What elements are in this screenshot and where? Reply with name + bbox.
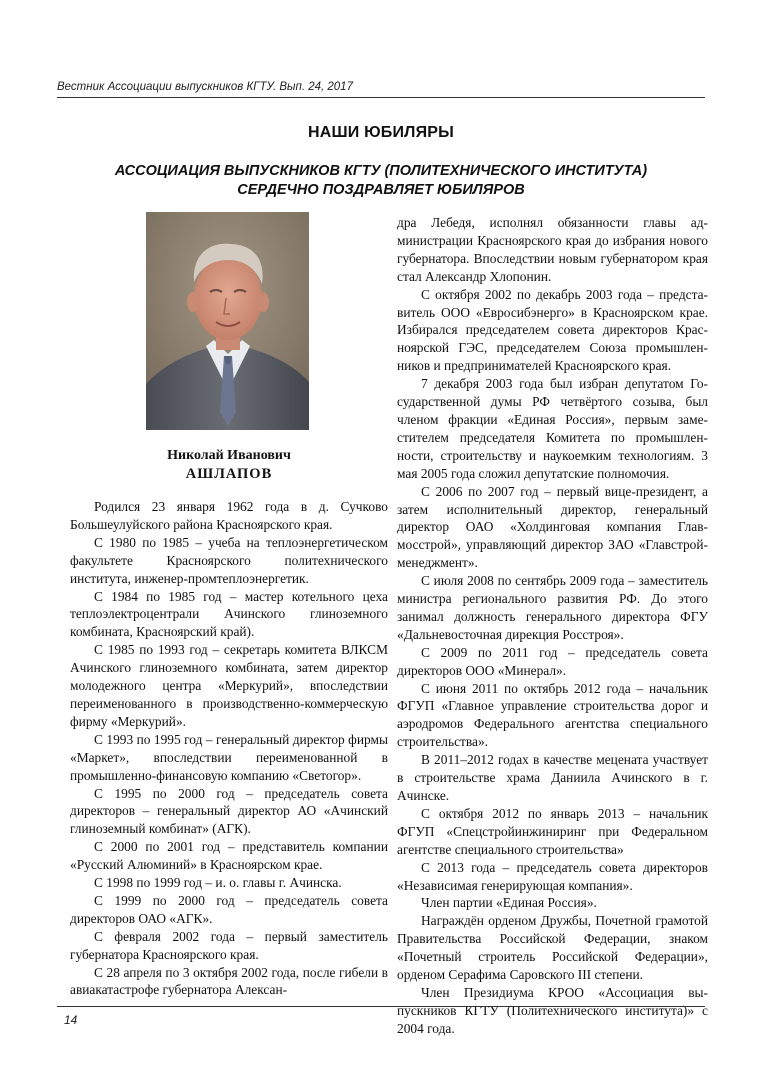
person-surname: АШЛАПОВ — [185, 466, 273, 482]
subtitle-line-1: АССОЦИАЦИЯ ВЫПУСКНИКОВ КГТУ (ПОЛИТЕХНИЧЕСКОГО ИНСТИТУТА) — [114, 163, 648, 179]
person-name: Николай Иванович — [167, 448, 291, 463]
bio-paragraph: С 28 апреля по 3 октября 2002 года, после гибели в авиакатастрофе губернатора Алексан- — [70, 964, 388, 998]
bio-paragraph: С февраля 2002 года – первый заместитель губернатора Красноярского края. — [70, 928, 388, 962]
right-column — [397, 214, 708, 1038]
bio-paragraph: Член партии «Единая Россия». — [421, 895, 597, 911]
bio-paragraph: С 1998 по 1999 год – и. о. главы г. Ачинска. — [94, 875, 342, 891]
footer-rule — [57, 1006, 705, 1007]
bio-paragraph: Награждён орденом Дружбы, Почетной грамотой Правительства Российской Федерации, знаком «Почетный строитель Российской Федерации», орденом Серафима Саровского III степени. — [397, 913, 708, 983]
bio-paragraph: С октября 2012 по январь 2013 – начальник ФГУП «Спецстройинжиниринг при Федеральном агентстве специального строительства» — [397, 805, 708, 857]
bio-paragraph-continuation: дра Лебедя, исполнял обязанности главы администрации Красноярского края до избрания нового губернатора. Впоследствии новым губернатором края стал Александр Хлопонин. — [397, 215, 708, 284]
bio-paragraph: С октября 2002 по декабрь 2003 года – представитель ООО «Евросибэнерго» в Красноярском крае. Избирался председателем совета директоров Красноярской ГЭС, председателем Союза промышленников и предпринимателей Красноярского края. — [397, 286, 708, 374]
subtitle-line-2: СЕРДЕЧНО ПОЗДРАВЛЯЕТ ЮБИЛЯРОВ — [237, 182, 525, 198]
bio-paragraph: С 2009 по 2011 год – председатель совета директоров ООО «Минерал». — [397, 644, 708, 678]
bio-paragraph: С 1985 по 1993 год – секретарь комитета ВЛКСМ Ачинского глиноземного комбината, затем директор молодежного центра «Меркурий», впоследствии переименованного в производственно-коммерческую фирму «Меркурий». — [70, 642, 388, 729]
bio-paragraph: С 2000 по 2001 год – представитель компании «Русский Алюминий» в Красноярском крае. — [70, 839, 388, 873]
bio-paragraph: С 1993 по 1995 год – генеральный директор фирмы «Маркет», впоследствии переименованной в промышленно-финансовую компанию «Светогор». — [70, 731, 388, 783]
bio-paragraph: С 1999 по 2000 год – председатель совета директоров ОАО «АГК». — [70, 892, 388, 926]
bio-paragraph: Член Президиума КРОО «Ассоциация выпускников КГТУ (Политехнического института)» с 2004 года. — [397, 984, 708, 1036]
bio-paragraph: 7 декабря 2003 года был избран депутатом Государственной думы РФ четвёртого созыва, был членом фракции «Единая Россия», первым заместителем председателя Комитета по промышленности, строительству и наукоемким технологиям. 3 мая 2005 года сложил депутатские полномочия. — [397, 376, 708, 481]
subtitle — [57, 162, 705, 200]
bio-paragraph: С 2013 года – председатель совета директоров «Независимая генерирующая компания». — [397, 859, 708, 893]
page-number: 14 — [64, 1013, 78, 1027]
bio-paragraph: С 2006 по 2007 год – первый вице-президент, а затем исполнительный директор, генеральный директор ОАО «Холдинговая компания Главмосстрой», управляющий директор ЗАО «Главстрой-менеджмент». — [397, 483, 708, 571]
bio-paragraph: В 2011–2012 годах в качестве мецената участвует в строительстве храма Даниила Ачинского в г. Ачинске. — [397, 752, 708, 803]
section-title: НАШИ ЮБИЛЯРЫ — [307, 124, 455, 141]
bio-paragraph: С 1995 по 2000 год – председатель совета директоров – генеральный директор АО «Ачинский глиноземный комбинат» (АГК). — [70, 785, 388, 837]
running-head: Вестник Ассоциации выпускников КГТУ. Вып. 24, 2017 — [57, 81, 353, 93]
bio-paragraph: С июня 2011 по октябрь 2012 года – начальник ФГУП «Главное управление строительства дорог и аэродромов Федерального агентства специального строительства». — [397, 680, 708, 750]
bio-paragraph: Родился 23 января 1962 года в д. Сучково Большеулуйского района Красноярского края. — [70, 499, 388, 532]
portrait-photo — [146, 212, 309, 430]
header-rule — [57, 97, 705, 98]
bio-paragraph: С 1980 по 1985 – учеба на теплоэнергетическом факультете Красноярского политехнического института, инженер-промтеплоэнергетик. — [70, 534, 388, 586]
bio-paragraph: С июля 2008 по сентябрь 2009 года – заместитель министра регионального развития РФ. До этого занимал должность генерального директора ФГУ «Дальневосточная дирекция Росстроя». — [397, 573, 708, 642]
bio-paragraph: С 1984 по 1985 год – мастер котельного цеха теплоэлектроцентрали Ачинского глиноземного комбината, Красноярский край). — [70, 588, 388, 640]
portrait-illustration — [146, 212, 309, 430]
left-column — [70, 498, 388, 999]
